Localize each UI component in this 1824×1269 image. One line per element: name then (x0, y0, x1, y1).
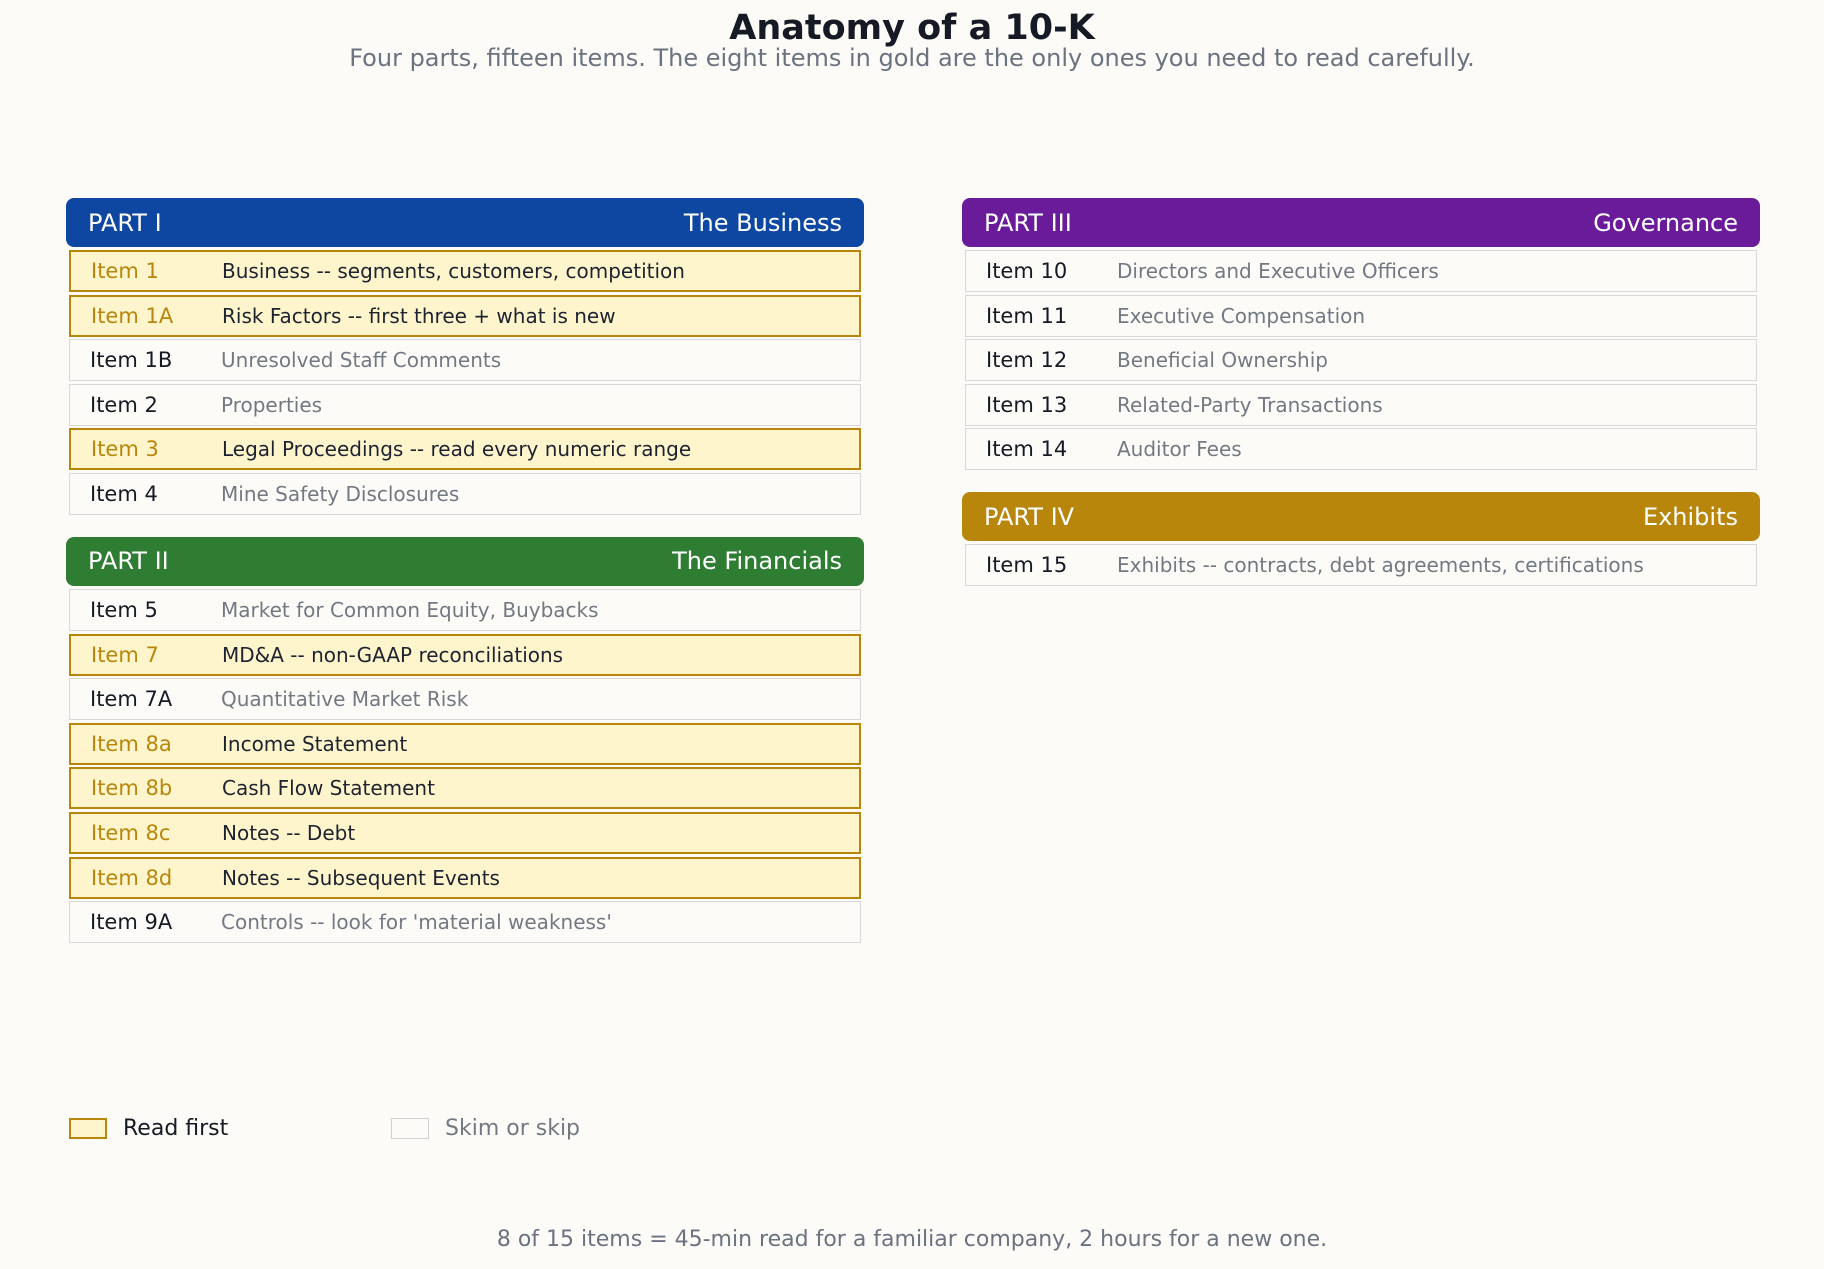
part-label: PART IV (984, 502, 1075, 531)
part-section (962, 492, 1760, 586)
right-column (962, 198, 1760, 608)
item-code: Item 8b (91, 776, 173, 801)
item-code: Item 13 (986, 392, 1068, 417)
item-row-skim (69, 678, 861, 720)
footer-note: 8 of 15 items = 45-min read for a familiar company, 2 hours for a new one. (496, 1227, 1328, 1252)
item-row-skim (69, 589, 861, 631)
page-title: Anatomy of a 10-K (729, 8, 1095, 48)
part-header (962, 198, 1760, 247)
item-description: Market for Common Equity, Buybacks (221, 597, 599, 622)
item-code: Item 12 (986, 348, 1068, 373)
part-label: PART II (88, 547, 169, 576)
item-description: Directors and Executive Officers (1117, 259, 1439, 283)
item-list (66, 586, 864, 943)
part-header (66, 537, 864, 586)
item-code: Item 7 (91, 642, 159, 667)
part-section (66, 198, 864, 515)
item-code: Item 7A (90, 687, 173, 712)
item-description: Business -- segments, customers, competition (222, 259, 685, 283)
item-row-read-first (69, 812, 861, 854)
item-row-read-first (69, 767, 861, 809)
item-description: Cash Flow Statement (222, 776, 435, 801)
item-list (962, 247, 1760, 470)
item-code: Item 9A (90, 910, 173, 935)
part-name: The Financials (672, 547, 842, 576)
item-code: Item 1B (90, 348, 173, 373)
part-name: Exhibits (1642, 502, 1738, 531)
item-code: Item 1A (91, 303, 174, 328)
legend-read-first (69, 1113, 228, 1143)
item-description: Controls -- look for 'material weakness' (221, 910, 612, 935)
item-description: Risk Factors -- first three + what is new (222, 303, 616, 328)
part-header (66, 198, 864, 247)
item-description: Properties (221, 392, 323, 417)
item-description: Exhibits -- contracts, debt agreements, certifications (1117, 553, 1644, 578)
item-row-read-first (69, 723, 861, 765)
item-description: Legal Proceedings -- read every numeric range (222, 437, 692, 462)
left-column (66, 198, 864, 965)
item-code: Item 3 (91, 437, 159, 462)
item-description: Mine Safety Disclosures (221, 481, 460, 506)
item-code: Item 1 (91, 259, 159, 283)
item-description: Related-Party Transactions (1117, 392, 1383, 417)
part-section (962, 198, 1760, 470)
part-header (962, 492, 1760, 541)
item-description: Income Statement (222, 731, 408, 756)
item-description: Executive Compensation (1117, 303, 1366, 328)
item-row-skim (965, 428, 1757, 470)
item-code: Item 10 (986, 259, 1068, 283)
item-description: Beneficial Ownership (1117, 348, 1328, 373)
read-first-swatch (69, 1118, 107, 1139)
item-code: Item 2 (90, 392, 158, 417)
item-description: Notes -- Subsequent Events (222, 865, 500, 890)
skim-label: Skim or skip (445, 1115, 581, 1141)
item-code: Item 15 (986, 553, 1068, 578)
item-description: Notes -- Debt (222, 820, 356, 845)
item-code: Item 11 (986, 303, 1068, 328)
item-row-skim (69, 473, 861, 515)
item-row-skim (965, 339, 1757, 381)
item-list (962, 541, 1760, 586)
skim-swatch (391, 1118, 429, 1139)
item-row-read-first (69, 428, 861, 470)
item-list (66, 247, 864, 515)
item-code: Item 5 (90, 597, 158, 622)
part-label: PART III (984, 208, 1072, 237)
part-name: Governance (1593, 208, 1738, 237)
page-subtitle: Four parts, fifteen items. The eight items in gold are the only ones you need to read carefully. (349, 44, 1475, 72)
item-code: Item 8c (91, 820, 171, 845)
part-name: The Business (683, 208, 842, 237)
item-row-skim (69, 339, 861, 381)
item-code: Item 4 (90, 481, 158, 506)
item-row-read-first (69, 857, 861, 899)
item-row-skim (965, 295, 1757, 337)
item-row-skim (965, 544, 1757, 586)
item-code: Item 8d (91, 865, 173, 890)
item-code: Item 14 (986, 437, 1068, 462)
item-row-read-first (69, 250, 861, 292)
item-code: Item 8a (91, 731, 172, 756)
item-description: MD&A -- non-GAAP reconciliations (222, 642, 564, 667)
item-description: Auditor Fees (1117, 437, 1242, 462)
item-row-skim (69, 384, 861, 426)
part-section (66, 537, 864, 943)
item-row-read-first (69, 295, 861, 337)
legend-skim (391, 1113, 580, 1143)
item-description: Unresolved Staff Comments (221, 348, 502, 373)
item-row-read-first (69, 634, 861, 676)
item-row-skim (965, 384, 1757, 426)
item-row-skim (69, 901, 861, 943)
read-first-label: Read first (123, 1115, 229, 1141)
item-row-skim (965, 250, 1757, 292)
item-description: Quantitative Market Risk (221, 687, 469, 712)
part-label: PART I (88, 208, 162, 237)
